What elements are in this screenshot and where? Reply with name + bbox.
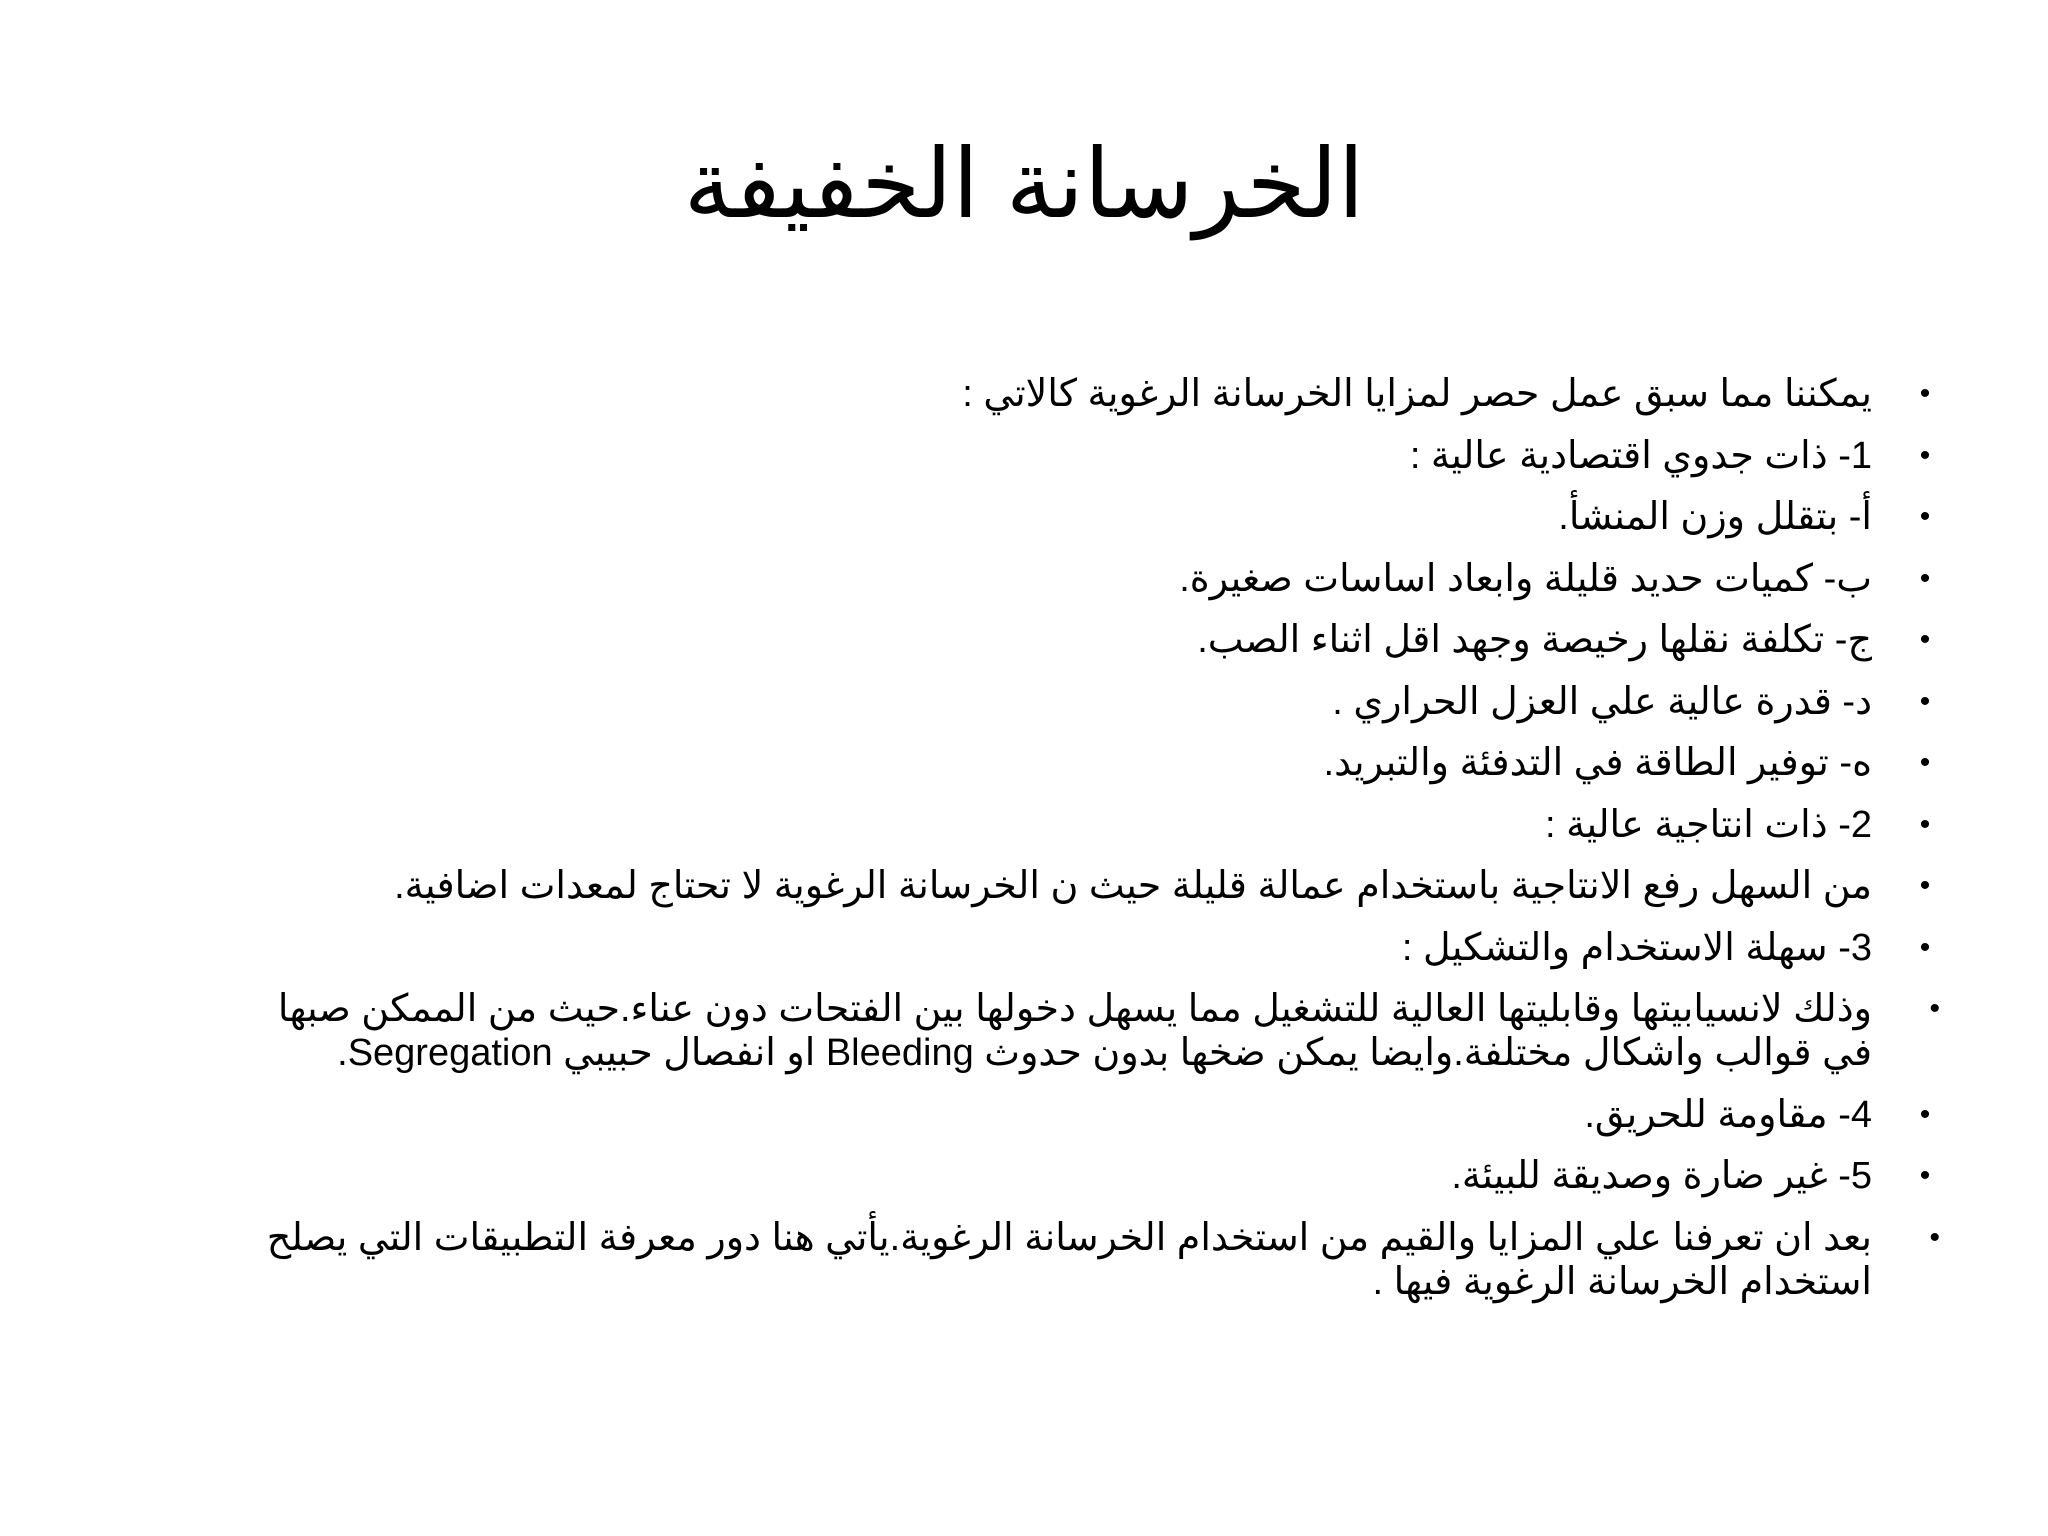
list-item xyxy=(150,803,1940,847)
bullet-text-line: بعد ان تعرفنا علي المزايا والقيم من استخدام الخرسانة الرغوية.يأتي هنا دور معرفة التطبيقات التي يصلح xyxy=(266,1216,1872,1259)
bullet-text: يمكننا مما سبق عمل حصر لمزايا الخرسانة الرغوية كالاتي : xyxy=(962,373,1872,415)
bullet-text: 1- ذات جدوي اقتصادية عالية : xyxy=(1409,434,1872,477)
bullet-dot-icon: • xyxy=(1919,930,1931,964)
bullet-text: ج- تكلفة نقلها رخيصة وجهد اقل اثناء الصب. xyxy=(1197,619,1872,661)
bullet-dot-icon: • xyxy=(1919,377,1931,410)
list-item xyxy=(150,1093,1940,1137)
bullet-text: من السهل رفع الانتاجية باستخدام عمالة قليلة حيث ن الخرسانة الرغوية لا تحتاج لمعدات اضافية. xyxy=(394,865,1872,907)
bullet-text: 2- ذات انتاجية عالية : xyxy=(1544,803,1872,846)
list-item xyxy=(150,680,1940,724)
list-item xyxy=(150,864,1940,908)
bullet-text xyxy=(150,987,1872,1075)
bullet-list xyxy=(150,372,1940,1321)
bullet-dot-icon: • xyxy=(1919,438,1931,472)
list-item xyxy=(150,1216,1940,1304)
list-item xyxy=(150,1154,1940,1198)
list-item xyxy=(150,987,1940,1075)
bullet-text: ه- توفير الطاقة في التدفئة والتبريد. xyxy=(1323,742,1872,784)
bullet-dot-icon: • xyxy=(1919,623,1931,656)
list-item xyxy=(150,741,1940,785)
list-item xyxy=(150,926,1940,970)
bullet-dot-icon: • xyxy=(1919,746,1931,779)
list-item xyxy=(150,557,1940,601)
bullet-dot-icon: • xyxy=(1919,869,1931,902)
bullet-dot-icon: • xyxy=(1919,1097,1931,1131)
bullet-dot-icon: • xyxy=(1929,992,1940,1025)
bullet-text-line: في قوالب واشكال مختلفة.وايضا يمكن ضخها بدون حدوث Bleeding او انفصال حبيبي Segregation. xyxy=(337,1032,1872,1074)
list-item xyxy=(150,618,1940,662)
bullet-text: ب- كميات حديد قليلة وابعاد اساسات صغيرة. xyxy=(1179,557,1872,600)
list-item xyxy=(150,372,1940,416)
bullet-dot-icon: • xyxy=(1919,1159,1931,1192)
list-item xyxy=(150,434,1940,478)
bullet-dot-icon: • xyxy=(1919,500,1931,533)
bullet-dot-icon: • xyxy=(1919,807,1931,841)
bullet-text: 5- غير ضارة وصديقة للبيئة. xyxy=(1451,1155,1872,1197)
bullet-text: أ- بتقلل وزن المنشأ. xyxy=(1558,496,1872,538)
bullet-text: د- قدرة عالية علي العزل الحراري . xyxy=(1332,680,1872,723)
bullet-text-line: استخدام الخرسانة الرغوية فيها . xyxy=(1372,1260,1872,1303)
bullet-text-line: وذلك لانسيابيتها وقابليتها العالية للتشغيل مما يسهل دخولها بين الفتحات دون عناء.حيث من الممكن صبها xyxy=(277,988,1872,1030)
list-item xyxy=(150,495,1940,539)
slide-title: الخرسانة الخفيفة xyxy=(683,131,1365,238)
bullet-dot-icon: • xyxy=(1929,1220,1940,1254)
bullet-text: 3- سهلة الاستخدام والتشكيل : xyxy=(1401,926,1872,969)
bullet-dot-icon: • xyxy=(1919,684,1931,718)
bullet-text: 4- مقاومة للحريق. xyxy=(1584,1093,1872,1136)
bullet-dot-icon: • xyxy=(1919,561,1931,595)
bullet-text xyxy=(150,1216,1872,1304)
